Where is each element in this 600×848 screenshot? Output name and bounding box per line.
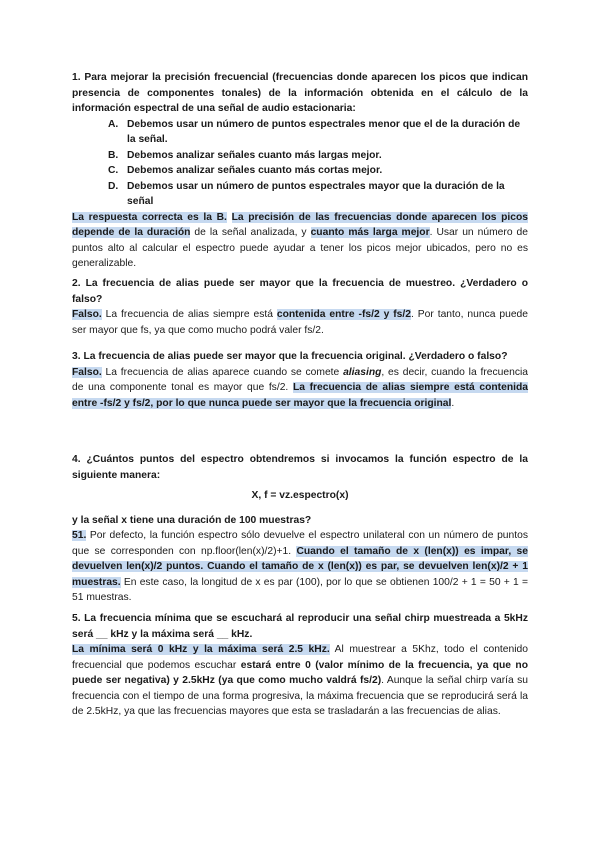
answer-text: Por defecto, la función espectro sólo devuelve el espectro unilateral con un número de puntos que se corresponden con np.floor(len(x)/2)+1. <box>72 530 528 557</box>
question-1-options <box>108 117 528 210</box>
answer-highlight: contenida entre -fs/2 y fs/2 <box>276 309 411 320</box>
answer-text: . Usar un número de puntos alto al calcular el espectro puede ayudar a tener los picos mejor ubicados, pero no es generalizable. <box>72 227 529 269</box>
question-1-title: 1. Para mejorar la precisión frecuencial (frecuencias donde aparecen los picos que indican presencia de componentes tonales) de la información obtenida en el cálculo de la información espectral de una señal de audio estacionaria: <box>72 72 528 114</box>
answer-lead: Falso. <box>72 366 102 378</box>
question-4 <box>72 452 528 606</box>
option-text: Debemos usar un número de puntos espectrales mayor que la duración de la señal <box>127 180 505 207</box>
option-letter: D. <box>108 180 119 192</box>
option-c <box>108 163 528 179</box>
answer-text: La frecuencia de alias aparece cuando se comete <box>101 366 344 378</box>
answer-highlight: La precisión de las frecuencias donde aparecen los picos depende de la duración <box>72 211 528 238</box>
answer-text: La frecuencia de alias siempre está <box>101 309 277 320</box>
option-text: Debemos usar un número de puntos espectrales menor que el de la duración de la señal. <box>127 118 521 145</box>
question-5-answer <box>72 642 528 720</box>
answer-text: . Por tanto, nunca puede ser mayor que fs, ya que como mucho podrá valer fs/2. <box>72 309 529 336</box>
question-3-answer <box>72 365 528 412</box>
option-text: Debemos analizar señales cuanto más cortas mejor. <box>127 165 383 176</box>
code-line: X, f = vz.espectro(x) <box>251 490 349 501</box>
answer-text: . <box>451 397 455 409</box>
question-4-subtitle: y la señal x tiene una duración de 100 muestras? <box>72 514 312 526</box>
answer-italic: aliasing <box>343 366 382 378</box>
option-letter: A. <box>108 118 119 130</box>
question-5-title: 5. La frecuencia mínima que se escuchará al reproducir una señal chirp muestreada a 5kHz será __ kHz y la máxima será __ kHz. <box>72 613 528 640</box>
option-b <box>108 148 528 164</box>
question-3-title: 3. La frecuencia de alias puede ser mayor que la frecuencia original. ¿Verdadero o falso? <box>72 351 508 362</box>
question-2-answer <box>72 307 528 338</box>
question-4-answer <box>72 528 528 606</box>
question-4-title: 4. ¿Cuántos puntos del espectro obtendremos si invocamos la función espectro de la siguiente manera: <box>72 454 528 481</box>
answer-lead: Falso. <box>72 309 102 320</box>
answer-bold: estará entre 0 (valor mínimo de la frecuencia, ya que no puede ser negativa) y 2.5kHz (ya que como mucho valdrá fs/2) <box>72 659 528 686</box>
question-3 <box>72 349 528 411</box>
answer-highlight: Cuando el tamaño de x (len(x)) es impar, se devuelven len(x)/2 puntos. Cuando el tamaño de x (len(x)) es par, se devuelven len(x)/2 + 1 muestras. <box>72 545 528 588</box>
option-letter: C. <box>108 165 119 176</box>
question-5 <box>72 611 528 720</box>
answer-highlight: La respuesta correcta es la B. <box>72 211 227 223</box>
answer-highlight: cuanto más larga mejor <box>310 227 430 238</box>
answer-highlight: La frecuencia de alias siempre está contenida entre -fs/2 y fs/2, por lo que nunca puede ser mayor que la frecuencia original <box>72 382 528 409</box>
question-1-answer <box>72 210 528 272</box>
answer-text: . Aunque la señal chirp varía su frecuencia con el tiempo de una forma progresiva, la máxima frecuencia que se reproducirá será la de 2.5kHz, ya que las frecuencias mayores que esta se trasladarán a las frecuencias de alias. <box>72 675 528 717</box>
option-text: Debemos analizar señales cuanto más largas mejor. <box>127 149 382 161</box>
question-2-title: 2. La frecuencia de alias puede ser mayor que la frecuencia de muestreo. ¿Verdadero o falso? <box>72 278 528 305</box>
option-letter: B. <box>108 149 119 161</box>
option-a <box>108 117 528 148</box>
question-2 <box>72 276 528 338</box>
answer-text: de la señal analizada, y <box>190 227 311 238</box>
question-1 <box>72 70 528 272</box>
answer-text: , es decir, cuando la frecuencia de una componente tonal es mayor que fs/2. <box>72 366 528 393</box>
answer-lead: 51. <box>72 530 87 541</box>
answer-highlight: La mínima será 0 kHz y la máxima será 2.5 kHz. <box>72 644 330 655</box>
answer-text: Al muestrear a 5Khz, todo el contenido frecuencial que podemos escuchar <box>72 644 528 671</box>
answer-text: En este caso, la longitud de x es par (100), por lo que se obtienen 100/2 + 1 = 50 + 1 = 51 muestras. <box>72 576 528 603</box>
option-d <box>108 179 528 210</box>
